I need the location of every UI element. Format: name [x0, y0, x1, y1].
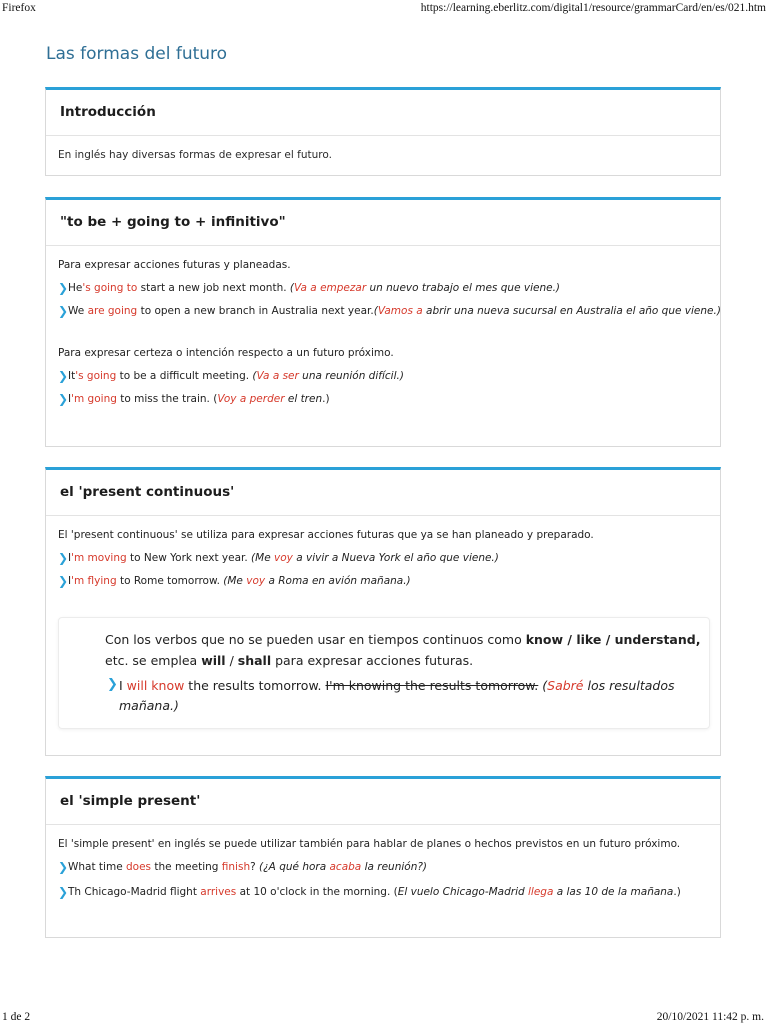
note-line-2: etc. se emplea will / shall para expresar acciones futuras. — [105, 653, 474, 668]
example-line: ❯ What time does the meeting finish? (¿A qué hora acaba la reunión?) — [58, 860, 428, 874]
example-line: ❯ He's going to start a new job next month. (Va a empezar un nuevo trabajo el mes que viene.) — [58, 281, 561, 295]
note-example-continued: mañana.) — [119, 698, 179, 713]
going-to-intro-2: Para expresar certeza o intención respecto a un futuro próximo. — [58, 347, 394, 359]
chevron-right-icon: ❯ — [58, 885, 69, 899]
chevron-right-icon: ❯ — [58, 551, 69, 565]
going-to-card-title: "to be + going to + infinitivo" — [46, 200, 720, 246]
page-counter: 1 de 2 — [2, 1011, 31, 1023]
chevron-right-icon: ❯ — [58, 304, 69, 318]
note-line-1: Con los verbos que no se pueden usar en tiempos continuos como know / like / understand, — [105, 632, 701, 647]
intro-card — [45, 87, 721, 176]
page-url: https://learning.eberlitz.com/digital1/resource/grammarCard/en/es/021.htm — [420, 2, 766, 14]
present-continuous-card — [45, 467, 721, 756]
print-footer — [0, 1008, 768, 1024]
simple-present-card — [45, 776, 721, 938]
note-example: ❯ I will know the results tomorrow. I'm knowing the results tomorrow. (Sabré los resultados — [107, 677, 675, 693]
intro-text: En inglés hay diversas formas de expresar el futuro. — [58, 149, 332, 161]
present-continuous-card-title: el 'present continuous' — [46, 470, 720, 516]
chevron-right-icon: ❯ — [58, 392, 69, 406]
chevron-right-icon: ❯ — [58, 574, 69, 588]
going-to-intro-1: Para expresar acciones futuras y planeadas. — [58, 259, 291, 271]
chevron-right-icon: ❯ — [58, 860, 69, 874]
simple-present-card-title: el 'simple present' — [46, 779, 720, 825]
simple-present-intro: El 'simple present' en inglés se puede utilizar también para hablar de planes o hechos previstos en un futuro próximo. — [58, 838, 681, 850]
going-to-card — [45, 197, 721, 447]
chevron-right-icon: ❯ — [58, 281, 69, 295]
present-continuous-intro: El 'present continuous' se utiliza para expresar acciones futuras que ya se han planeado y preparado. — [58, 529, 594, 541]
note-box — [58, 617, 710, 729]
print-header — [0, 0, 768, 16]
example-line: ❯ Th Chicago-Madrid flight arrives at 10 o'clock in the morning. (El vuelo Chicago-Madrid llega a las 10 de la mañana.) — [58, 885, 681, 899]
chevron-right-icon: ❯ — [107, 677, 118, 692]
example-line: ❯ I'm moving to New York next year. (Me voy a vivir a Nueva York el año que viene.) — [58, 551, 499, 565]
intro-card-title: Introducción — [46, 90, 720, 136]
chevron-right-icon: ❯ — [58, 369, 69, 383]
example-line: ❯ I'm going to miss the train. (Voy a perder el tren.) — [58, 392, 330, 406]
example-line: ❯ I'm flying to Rome tomorrow. (Me voy a Roma en avión mañana.) — [58, 574, 411, 588]
example-line: ❯ We are going to open a new branch in Australia next year.(Vamos a abrir una nueva sucursal en Australia el año que viene.) — [58, 304, 721, 318]
print-datetime: 20/10/2021 11:42 p. m. — [656, 1011, 764, 1023]
browser-name: Firefox — [2, 2, 36, 14]
example-line: ❯ It's going to be a difficult meeting. (Va a ser una reunión difícil.) — [58, 369, 404, 383]
page-title: Las formas del futuro — [46, 44, 228, 64]
